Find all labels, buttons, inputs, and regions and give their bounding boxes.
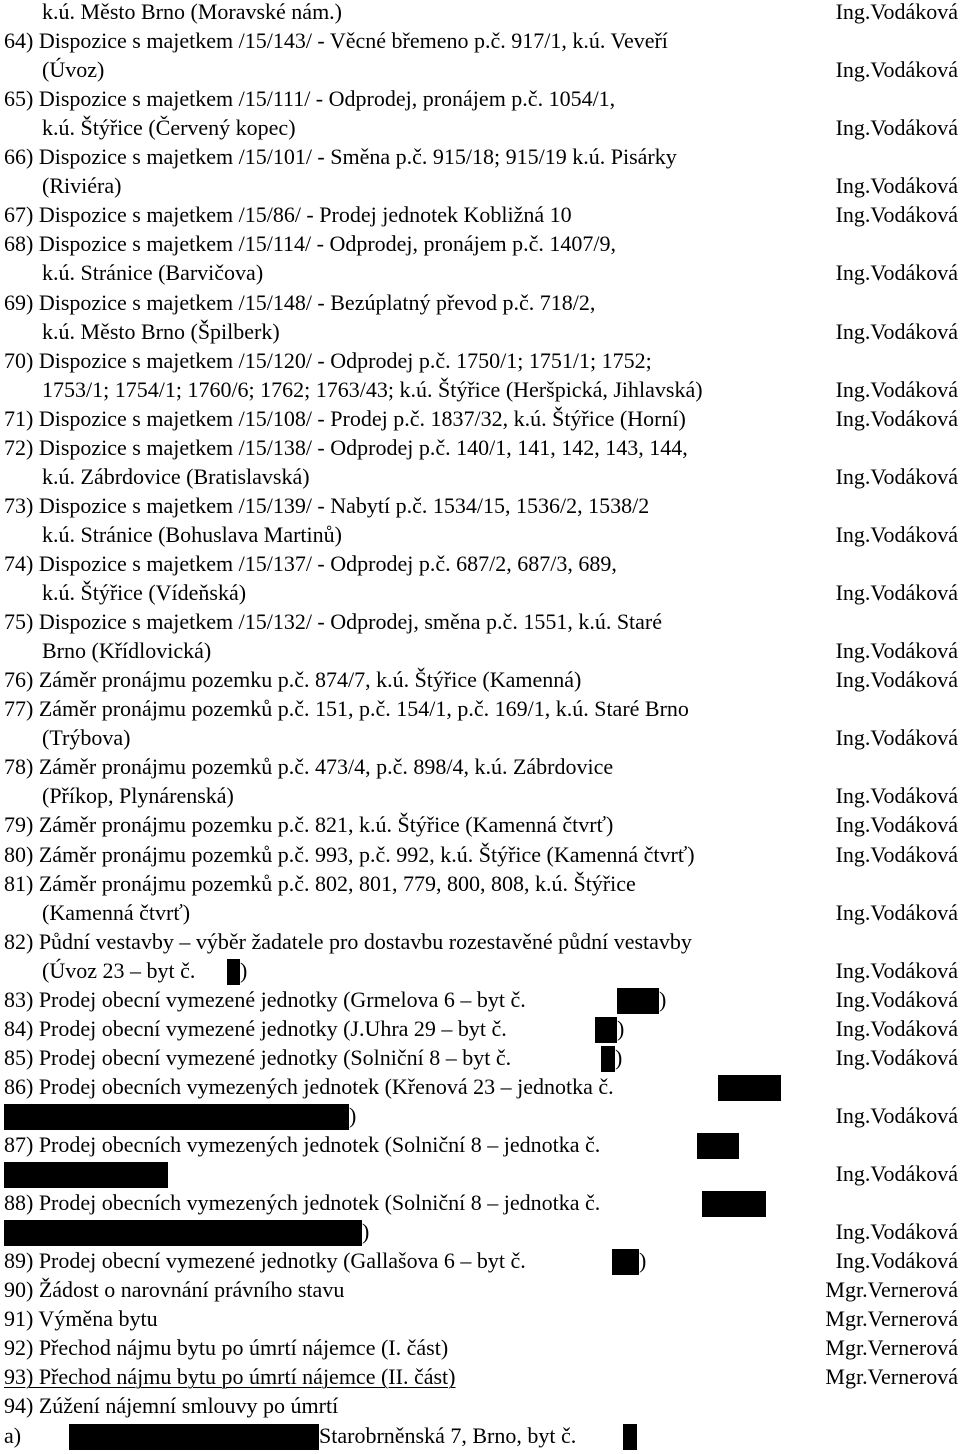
line-text-after-redaction: ) xyxy=(659,986,667,1012)
document-line xyxy=(0,317,960,346)
document-line xyxy=(0,694,960,723)
line-text: 71) Dispozice s majetkem /15/108/ - Prodej p.č. 1837/32, k.ú. Štýřice (Horní) xyxy=(4,405,686,431)
document-line xyxy=(0,752,960,781)
responsible-person: Ing.Vodáková xyxy=(835,260,958,286)
document-line xyxy=(0,1101,960,1130)
document-line xyxy=(0,462,960,491)
line-text: 69) Dispozice s majetkem /15/148/ - Bezúplatný převod p.č. 718/2, xyxy=(4,289,596,315)
line-text: 1753/1; 1754/1; 1760/6; 1762; 1763/43; k.ú. Štýřice (Heršpická, Jihlavská) xyxy=(42,376,703,402)
line-text-after-redaction: ) xyxy=(240,957,248,983)
line-text-after-redaction: ) xyxy=(639,1248,647,1274)
line-text: 80) Záměr pronájmu pozemků p.č. 993, p.č. 992, k.ú. Štýřice (Kamenná čtvrť) xyxy=(4,841,695,867)
document-line xyxy=(0,549,960,578)
document-line xyxy=(0,491,960,520)
redaction-block xyxy=(227,959,240,985)
document-line xyxy=(0,927,960,956)
line-text: k.ú. Stránice (Bohuslava Martinů) xyxy=(42,521,342,547)
responsible-person: Ing.Vodáková xyxy=(835,173,958,199)
line-text: 89) Prodej obecní vymezené jednotky (Gallašova 6 – byt č. xyxy=(4,1248,526,1274)
responsible-person: Ing.Vodáková xyxy=(835,783,958,809)
line-text: 85) Prodej obecní vymezené jednotky (Solniční 8 – byt č. xyxy=(4,1044,512,1070)
document-line xyxy=(0,869,960,898)
responsible-person: Ing.Vodáková xyxy=(835,899,958,925)
document-line xyxy=(0,636,960,665)
document-line xyxy=(0,1362,960,1391)
responsible-person: Ing.Vodáková xyxy=(835,841,958,867)
document-line xyxy=(0,810,960,839)
line-text: (Příkop, Plynárenská) xyxy=(42,783,234,809)
responsible-person: Mgr.Vernerová xyxy=(825,1335,958,1361)
line-text: 74) Dispozice s majetkem /15/137/ - Odprodej p.č. 687/2, 687/3, 689, xyxy=(4,551,617,576)
line-text: 91) Výměna bytu xyxy=(4,1306,158,1332)
document-line xyxy=(0,1246,960,1275)
responsible-person: Ing.Vodáková xyxy=(835,0,958,24)
responsible-person: Ing.Vodáková xyxy=(835,1044,958,1070)
line-text: 92) Přechod nájmu bytu po úmrtí nájemce (I. část) xyxy=(4,1335,449,1361)
responsible-person: Mgr.Vernerová xyxy=(825,1277,958,1303)
line-text: a) xyxy=(4,1422,22,1448)
responsible-person: Ing.Vodáková xyxy=(835,318,958,344)
redaction-block xyxy=(4,1162,168,1188)
document-line xyxy=(0,375,960,404)
line-text: k.ú. Zábrdovice (Bratislavská) xyxy=(42,463,310,489)
document-line xyxy=(0,55,960,84)
document-line xyxy=(0,1130,960,1159)
document-line xyxy=(0,956,960,985)
document-line xyxy=(0,142,960,171)
redaction-block xyxy=(595,1017,617,1043)
line-text: 88) Prodej obecních vymezených jednotek (Solniční 8 – jednotka č. xyxy=(4,1190,601,1215)
redaction-block xyxy=(612,1249,639,1275)
document-line xyxy=(0,781,960,810)
line-text: 81) Záměr pronájmu pozemků p.č. 802, 801, 779, 800, 808, k.ú. Štýřice xyxy=(4,870,636,896)
line-text: (Úvoz 23 – byt č. xyxy=(42,957,196,983)
document-line xyxy=(0,1391,960,1420)
line-text: 67) Dispozice s majetkem /15/86/ - Prodej jednotek Kobližná 10 xyxy=(4,202,572,228)
redaction-block xyxy=(702,1191,766,1217)
line-text: (Kamenná čtvrť) xyxy=(42,899,191,925)
responsible-person: Ing.Vodáková xyxy=(835,1015,958,1041)
line-text: k.ú. Město Brno (Moravské nám.) xyxy=(42,0,343,24)
document-line xyxy=(0,171,960,200)
responsible-person: Ing.Vodáková xyxy=(835,115,958,141)
redaction-block xyxy=(4,1104,349,1130)
responsible-person: Ing.Vodáková xyxy=(835,1248,958,1274)
line-text: 84) Prodej obecní vymezené jednotky (J.Uhra 29 – byt č. xyxy=(4,1015,507,1041)
line-text-after-redaction: ) xyxy=(349,1102,357,1128)
responsible-person: Ing.Vodáková xyxy=(835,376,958,402)
responsible-person: Ing.Vodáková xyxy=(835,1219,958,1245)
line-text: 83) Prodej obecní vymezené jednotky (Grmelova 6 – byt č. xyxy=(4,986,526,1012)
document-line xyxy=(0,1275,960,1304)
responsible-person: Ing.Vodáková xyxy=(835,986,958,1012)
document-line xyxy=(0,665,960,694)
line-text: 68) Dispozice s majetkem /15/114/ - Odprodej, pronájem p.č. 1407/9, xyxy=(4,231,616,257)
line-text: 70) Dispozice s majetkem /15/120/ - Odprodej p.č. 1750/1; 1751/1; 1752; xyxy=(4,347,652,373)
document-line xyxy=(0,723,960,752)
document-line xyxy=(0,113,960,142)
line-text: 82) Půdní vestavby – výběr žadatele pro dostavbu rozestavěné půdní vestavby xyxy=(4,928,692,954)
responsible-person: Ing.Vodáková xyxy=(835,725,958,751)
responsible-person: Ing.Vodáková xyxy=(835,463,958,489)
document-line xyxy=(0,26,960,55)
line-text-after-redaction: Starobrněnská 7, Brno, byt č. xyxy=(319,1422,577,1448)
line-text-after-redaction: ) xyxy=(617,1015,625,1041)
line-text: Brno (Křídlovická) xyxy=(42,638,212,664)
document-line xyxy=(0,840,960,869)
responsible-person: Ing.Vodáková xyxy=(835,1102,958,1128)
line-text: 73) Dispozice s majetkem /15/139/ - Nabytí p.č. 1534/15, 1536/2, 1538/2 xyxy=(4,492,650,518)
responsible-person: Ing.Vodáková xyxy=(835,638,958,664)
line-text: 77) Záměr pronájmu pozemků p.č. 151, p.č. 154/1, p.č. 169/1, k.ú. Staré Brno xyxy=(4,696,689,722)
document-line xyxy=(0,229,960,258)
line-text-after-redaction: ) xyxy=(362,1219,370,1245)
document-line xyxy=(0,433,960,462)
line-text: 86) Prodej obecních vymezených jednotek (Křenová 23 – jednotka č. xyxy=(4,1073,614,1099)
line-text: 66) Dispozice s majetkem /15/101/ - Směna p.č. 915/18; 915/19 k.ú. Pisárky xyxy=(4,144,677,170)
line-text: 76) Záměr pronájmu pozemku p.č. 874/7, k.ú. Štýřice (Kamenná) xyxy=(4,667,582,693)
line-text: 78) Záměr pronájmu pozemků p.č. 473/4, p.č. 898/4, k.ú. Zábrdovice xyxy=(4,754,614,780)
responsible-person: Ing.Vodáková xyxy=(835,57,958,83)
document-line xyxy=(0,404,960,433)
line-text: 93) Přechod nájmu bytu po úmrtí nájemce (II. část) xyxy=(4,1364,456,1390)
line-text: 87) Prodej obecních vymezených jednotek (Solniční 8 – jednotka č. xyxy=(4,1132,601,1157)
document-line xyxy=(0,1217,960,1246)
document-line xyxy=(0,1304,960,1333)
line-text: (Úvoz) xyxy=(42,57,105,83)
redaction-block xyxy=(623,1424,637,1450)
responsible-person: Ing.Vodáková xyxy=(835,405,958,431)
redaction-block xyxy=(4,1220,362,1246)
document-line xyxy=(0,288,960,317)
document-line xyxy=(0,1188,960,1217)
redaction-block xyxy=(69,1424,319,1450)
redaction-block xyxy=(617,988,659,1014)
document-line xyxy=(0,985,960,1014)
redaction-block xyxy=(601,1046,615,1072)
line-text: 65) Dispozice s majetkem /15/111/ - Odprodej, pronájem p.č. 1054/1, xyxy=(4,86,616,112)
line-text: 75) Dispozice s majetkem /15/132/ - Odprodej, směna p.č. 1551, k.ú. Staré xyxy=(4,609,663,635)
document-line xyxy=(0,1159,960,1188)
redaction-block xyxy=(697,1133,739,1159)
document-line xyxy=(0,1043,960,1072)
line-text: k.ú. Stránice (Barvičova) xyxy=(42,260,264,286)
responsible-person: Mgr.Vernerová xyxy=(825,1364,958,1390)
document-line xyxy=(0,200,960,229)
line-text: k.ú. Štýřice (Červený kopec) xyxy=(42,115,296,141)
redaction-block xyxy=(718,1075,781,1101)
document-line xyxy=(0,1421,960,1450)
line-text: 94) Zúžení nájemní smlouvy po úmrtí xyxy=(4,1393,339,1419)
line-text: 79) Záměr pronájmu pozemku p.č. 821, k.ú. Štýřice (Kamenná čtvrť) xyxy=(4,812,614,838)
line-text: (Riviéra) xyxy=(42,173,122,199)
line-text: 90) Žádost o narovnání právního stavu xyxy=(4,1277,345,1303)
line-text: k.ú. Město Brno (Špilberk) xyxy=(42,318,280,344)
document-line xyxy=(0,346,960,375)
responsible-person: Ing.Vodáková xyxy=(835,1161,958,1186)
document-line xyxy=(0,0,960,26)
line-text: k.ú. Štýřice (Vídeňská) xyxy=(42,580,247,605)
document-line xyxy=(0,607,960,636)
responsible-person: Ing.Vodáková xyxy=(835,667,958,693)
line-text: 72) Dispozice s majetkem /15/138/ - Odprodej p.č. 140/1, 141, 142, 143, 144, xyxy=(4,434,688,460)
document-line xyxy=(0,84,960,113)
responsible-person: Ing.Vodáková xyxy=(835,812,958,838)
responsible-person: Ing.Vodáková xyxy=(835,202,958,228)
responsible-person: Ing.Vodáková xyxy=(835,580,958,605)
document-line xyxy=(0,520,960,549)
document-line xyxy=(0,258,960,287)
document-line xyxy=(0,1333,960,1362)
line-text: (Trýbova) xyxy=(42,725,131,751)
document-line xyxy=(0,1014,960,1043)
document-line xyxy=(0,1072,960,1101)
responsible-person: Ing.Vodáková xyxy=(835,521,958,547)
line-text-after-redaction: ) xyxy=(615,1044,623,1070)
responsible-person: Ing.Vodáková xyxy=(835,957,958,983)
line-text: 64) Dispozice s majetkem /15/143/ - Věcné břemeno p.č. 917/1, k.ú. Veveří xyxy=(4,28,668,54)
responsible-person: Mgr.Vernerová xyxy=(825,1306,958,1332)
document-line xyxy=(0,578,960,607)
document-line xyxy=(0,898,960,927)
